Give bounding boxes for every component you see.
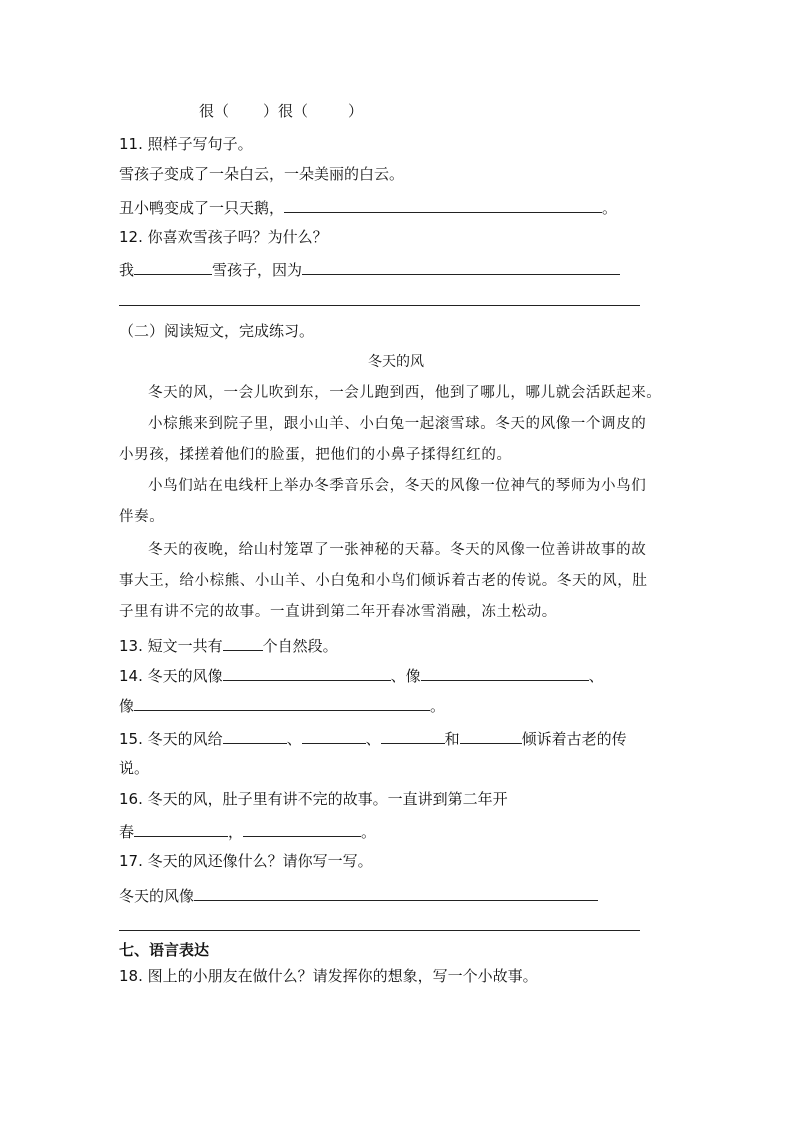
q17-answer-line — [119, 884, 598, 906]
q14-blank-2[interactable] — [421, 664, 589, 681]
passage-p3a: 小鸟们站在电线杆上举办冬季音乐会，冬天的风像一位神气的琴师为小鸟们 — [148, 478, 647, 494]
passage-title: 冬天的风 — [368, 354, 424, 370]
paren-close-1: ） — [263, 102, 279, 120]
q14-sep-2: 、 — [588, 667, 604, 685]
q15-blank-1[interactable] — [223, 727, 287, 744]
q14-end: 。 — [430, 697, 446, 715]
q15-sep-1: 、 — [286, 730, 302, 748]
q13-blank[interactable] — [223, 634, 263, 651]
q14-prompt: 14. 冬天的风像 — [119, 667, 223, 685]
q11-start: 丑小鸭变成了一只天鹅， — [119, 199, 285, 217]
q15-tail: 倾诉着古老的传 — [521, 730, 627, 748]
q18-prompt: 18. 图上的小朋友在做什么？请发挥你的想象，写一个小故事。 — [119, 967, 538, 985]
q17-prompt: 17. 冬天的风还像什么？请你写一写。 — [119, 852, 373, 870]
passage-p2a: 小棕熊来到院子里，跟小山羊、小白兔一起滚雪球。冬天的风像一个调皮的 — [148, 416, 647, 432]
section2-heading: （二）阅读短文，完成练习。 — [119, 322, 315, 340]
q11-example: 雪孩子变成了一朵白云，一朵美丽的白云。 — [119, 165, 405, 183]
q17-start: 冬天的风像 — [119, 887, 195, 905]
q15-blank-3[interactable] — [381, 727, 445, 744]
q13-prompt: 13. 短文一共有 — [119, 637, 223, 655]
q15-line-1 — [119, 727, 627, 749]
q12-part1: 我 — [119, 261, 135, 279]
q17-answer-rule[interactable] — [119, 930, 640, 931]
q12-answer-rule[interactable] — [119, 305, 640, 306]
q16-blank-2[interactable] — [243, 820, 361, 837]
passage-p4a: 冬天的夜晚，给山村笼罩了一张神秘的天幕。冬天的风像一位善讲故事的故 — [148, 542, 647, 558]
q11-prompt: 11. 照样子写句子。 — [119, 135, 253, 153]
q15-sep-2: 、 — [365, 730, 381, 748]
q14-line-2 — [119, 694, 445, 716]
q17-blank[interactable] — [194, 884, 598, 901]
q13-line — [119, 634, 338, 656]
fill-in-hen-line — [199, 101, 363, 121]
hen-label-2: 很（ — [278, 102, 309, 120]
q16-end: 。 — [361, 823, 377, 841]
q14-line-1 — [119, 664, 604, 686]
section7-heading: 七、语言表达 — [119, 941, 210, 959]
q12-part2: 雪孩子，因为 — [212, 261, 303, 279]
q15-blank-2[interactable] — [302, 727, 366, 744]
q15-line-2: 说。 — [119, 759, 150, 777]
q14-blank-3[interactable] — [134, 694, 430, 711]
q11-answer-blank[interactable] — [284, 196, 602, 213]
passage-p4c: 子里有讲不完的故事。一直讲到第二年开春冰雪消融，冻土松动。 — [119, 604, 557, 620]
hen-label-1: 很（ — [199, 102, 230, 120]
passage-p4b: 事大王，给小棕熊、小山羊、小白兔和小鸟们倾诉着古老的传说。冬天的风，肚 — [119, 573, 648, 589]
q14-blank-1[interactable] — [223, 664, 391, 681]
q14-like: 像 — [119, 697, 135, 715]
q14-sep-1: 、像 — [390, 667, 421, 685]
q16-prompt: 16. 冬天的风，肚子里有讲不完的故事。一直讲到第二年开 — [119, 790, 508, 808]
q15-blank-4[interactable] — [460, 727, 522, 744]
q15-and: 和 — [444, 730, 460, 748]
passage-p3b: 伴奏。 — [119, 509, 165, 525]
q16-answer-line — [119, 820, 376, 842]
q12-blank-1[interactable] — [134, 258, 212, 275]
q11-end: 。 — [602, 199, 618, 217]
q13-suffix: 个自然段。 — [262, 637, 338, 655]
q15-prompt: 15. 冬天的风给 — [119, 730, 223, 748]
passage-p2b: 小男孩，揉搓着他们的脸蛋，把他们的小鼻子揉得红红的。 — [119, 447, 512, 463]
q11-answer-line — [119, 196, 617, 218]
q12-answer-line — [119, 258, 620, 280]
q16-blank-1[interactable] — [134, 820, 228, 837]
q12-blank-2[interactable] — [302, 258, 620, 275]
q16-comma: ， — [228, 823, 244, 841]
q12-prompt: 12. 你喜欢雪孩子吗？为什么？ — [119, 228, 328, 246]
q16-spring: 春 — [119, 823, 135, 841]
paren-close-2: ） — [348, 102, 364, 120]
passage-p1: 冬天的风，一会儿吹到东，一会儿跑到西，他到了哪儿，哪儿就会活跃起来。 — [148, 385, 662, 401]
